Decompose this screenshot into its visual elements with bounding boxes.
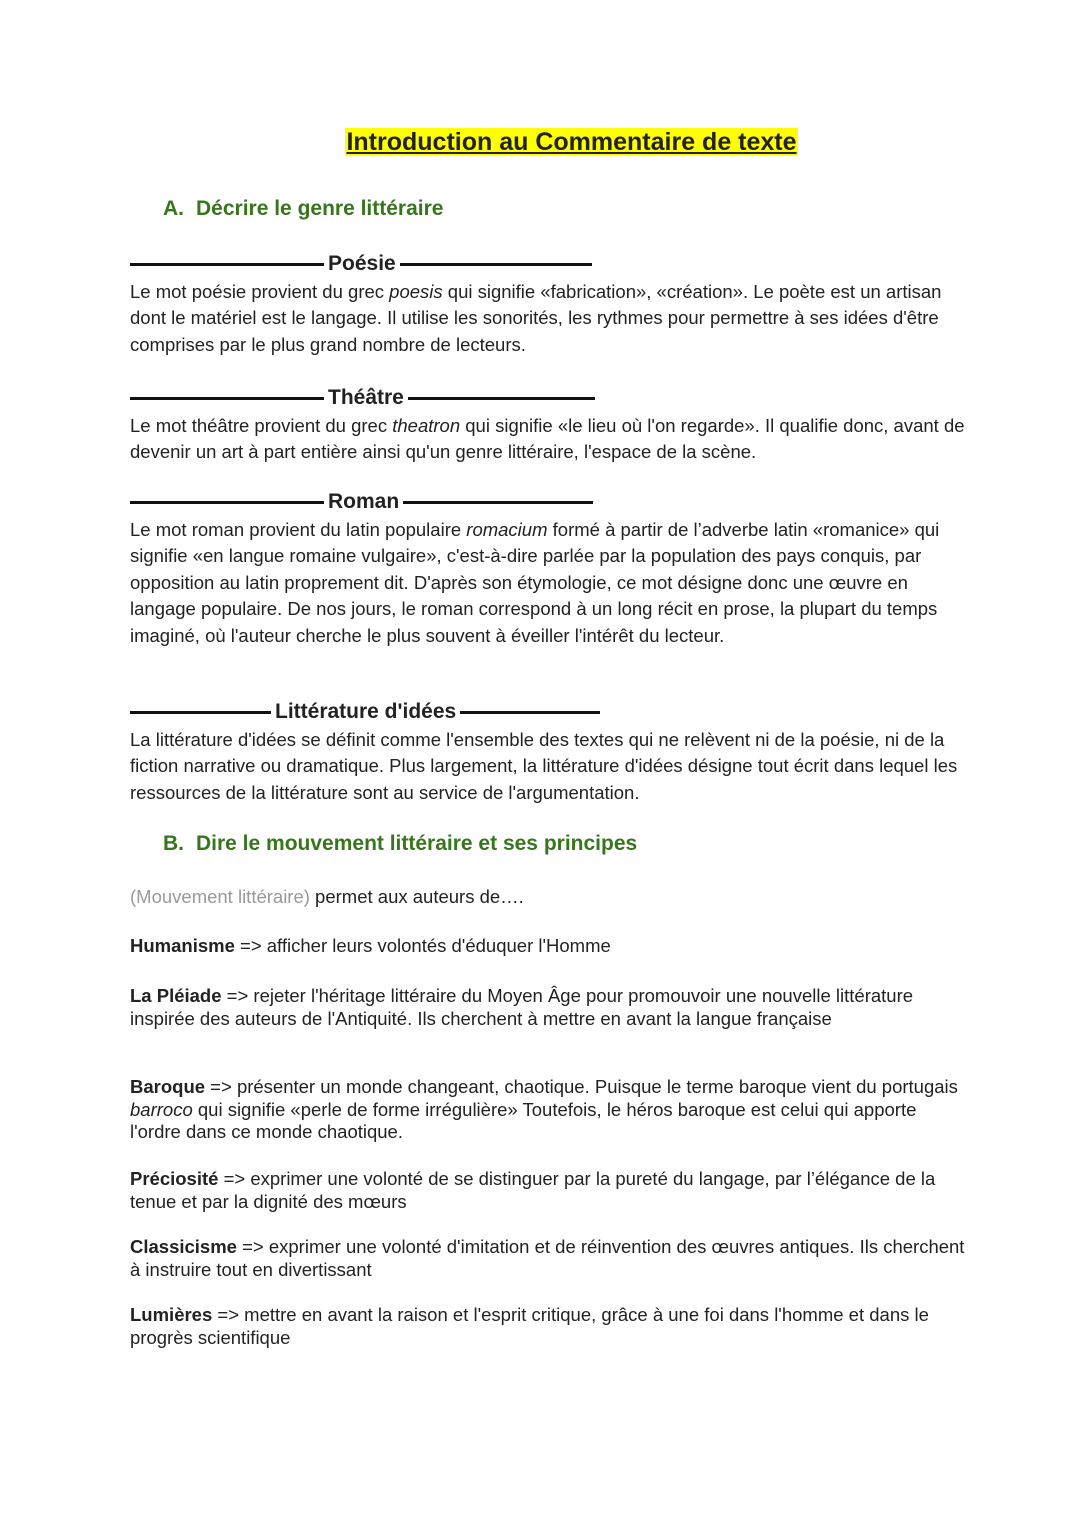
movement-name: La Pléiade — [130, 985, 222, 1006]
genre-text-theatre-end: qui signifie «le lieu où l'on regarde». Il qualifie donc, avant de devenir un art à part entière ainsi qu'un genre littéraire, l'espace de la scène. — [130, 415, 965, 463]
section-a-letter: A. — [163, 197, 184, 220]
heading-rule-right — [460, 711, 600, 714]
heading-rule-right — [403, 501, 593, 504]
heading-rule-left — [130, 397, 324, 400]
genre-label-poesie: Poésie — [328, 252, 396, 275]
section-a-heading — [163, 197, 443, 221]
genre-text-poesie-start: Le mot poésie provient du grec — [130, 281, 390, 302]
genre-term-poesis: poesis — [389, 281, 443, 302]
genre-label-theatre: Théâtre — [328, 386, 404, 409]
movement-arrow: => — [218, 1168, 251, 1189]
movement-la-pleiade — [130, 985, 970, 1030]
genre-text-roman — [130, 517, 970, 649]
movement-baroque — [130, 1076, 970, 1144]
section-b-title: Dire le mouvement littéraire et ses principes — [196, 832, 638, 855]
heading-rule-left — [130, 501, 324, 504]
genre-heading-theatre — [130, 384, 595, 412]
genre-text-roman-end: formé à partir de l’adverbe latin «romanice» qui signifie «en langue romaine vulgaire», c'est-à-dire parlée par la population des pays conquis, par opposition au latin proprement dit. D'après son étymologie, ce mot désigne donc une œuvre en langage populaire. De nos jours, le roman correspond à un long récit en prose, la plupart du temps imaginé, où l'auteur cherche le plus souvent à éveiller l'intérêt du lecteur. — [130, 519, 940, 646]
movement-name: Préciosité — [130, 1168, 219, 1189]
genre-term-romacium: romacium — [466, 519, 548, 540]
movement-term-barroco: barroco — [130, 1098, 193, 1120]
genre-term-theatron: theatron — [392, 415, 461, 436]
genre-heading-roman — [130, 488, 593, 516]
genre-text-theatre-start: Le mot théâtre provient du grec — [130, 415, 393, 436]
genre-label-roman: Roman — [328, 490, 400, 513]
movement-arrow: => — [221, 985, 254, 1006]
genre-text-poesie-end: qui signifie «fabrication», «création». Le poète est un artisan dont le matériel est le langage. Il utilise les sonorités, les rythmes pour permettre à ses idées d'être comprises par le plus grand nombre de lecteurs. — [130, 281, 942, 355]
heading-rule-right — [408, 397, 595, 400]
movement-description-end: qui signifie «perle de forme irrégulière» Toutefois, le héros baroque est celui qui apporte l'ordre dans ce monde chaotique. — [130, 1098, 917, 1143]
movement-arrow: => — [205, 1076, 237, 1097]
movement-intro-placeholder: (Mouvement littéraire) — [130, 886, 310, 907]
genre-text-poesie — [130, 279, 970, 358]
movement-classicisme — [130, 1236, 970, 1281]
movement-intro — [130, 886, 524, 908]
heading-rule-left — [130, 711, 271, 714]
movement-name: Humanisme — [130, 935, 235, 956]
movement-description: rejeter l'héritage littéraire du Moyen Âge pour promouvoir une nouvelle littérature inspirée des auteurs de l'Antiquité. Ils cherchent à mettre en avant la langue française — [130, 985, 914, 1029]
page-title-text: Introduction au Commentaire de texte — [346, 128, 797, 156]
movement-humanisme — [130, 935, 970, 958]
section-a-title: Décrire le genre littéraire — [196, 197, 444, 220]
movement-description: mettre en avant la raison et l'esprit critique, grâce à une foi dans l'homme et dans le progrès scientifique — [130, 1304, 929, 1348]
heading-rule-right — [400, 263, 592, 266]
page-title — [0, 128, 1080, 157]
movement-description: afficher leurs volontés d'éduquer l'Homme — [266, 935, 611, 956]
movement-name: Lumières — [130, 1304, 213, 1325]
movement-lumieres — [130, 1304, 970, 1349]
genre-text-litterature-idees: La littérature d'idées se définit comme l'ensemble des textes qui ne relèvent ni de la poésie, ni de la fiction narrative ou dramatique. Plus largement, la littérature d'idées désigne tout écrit dans lequel les ressources de la littérature sont au service de l'argumentation. — [130, 729, 958, 803]
movement-name: Classicisme — [130, 1236, 237, 1257]
movement-preciosite — [130, 1168, 970, 1213]
movement-name: Baroque — [130, 1076, 206, 1097]
section-b-heading — [163, 832, 637, 856]
movement-intro-text: permet aux auteurs de…. — [309, 886, 524, 907]
movement-description: exprimer une volonté de se distinguer par la pureté du langage, par l’élégance de la tenue et par la dignité des mœurs — [130, 1168, 936, 1212]
genre-heading-poesie — [130, 250, 592, 278]
movement-arrow: => — [234, 935, 267, 956]
genre-label-litterature-idees: Littérature d'idées — [275, 700, 457, 723]
movement-description: présenter un monde changeant, chaotique. Puisque le terme baroque vient du portugais — [236, 1076, 958, 1097]
movement-description: exprimer une volonté d'imitation et de réinvention des œuvres antiques. Ils cherchent à instruire tout en divertissant — [130, 1236, 965, 1280]
genre-text-roman-start: Le mot roman provient du latin populaire — [130, 519, 467, 540]
heading-rule-left — [130, 263, 324, 266]
genre-text-theatre — [130, 413, 970, 466]
movement-arrow: => — [236, 1236, 269, 1257]
movement-arrow: => — [212, 1304, 245, 1325]
genre-heading-litterature-idees — [130, 698, 600, 726]
section-b-letter: B. — [163, 832, 184, 855]
